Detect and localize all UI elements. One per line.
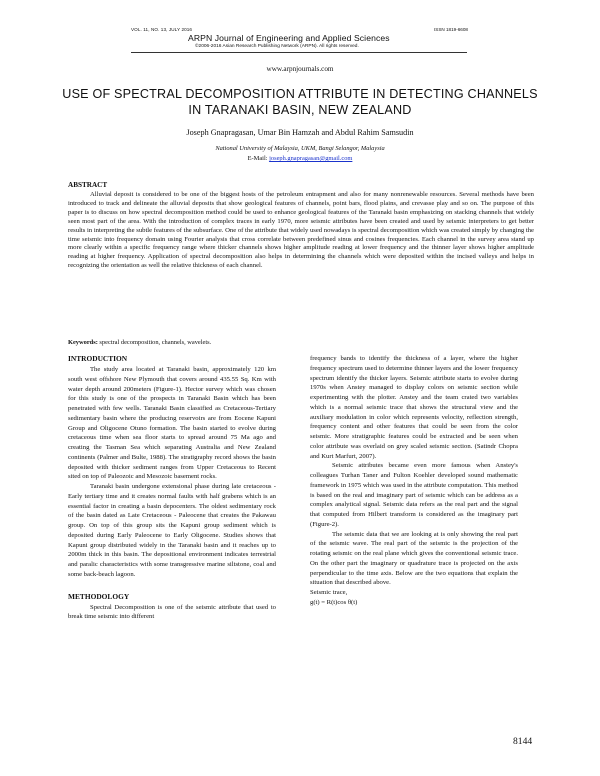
copyright-notice: ©2006-2016 Asian Research Publishing Network (ARPN). All rights reserved. xyxy=(195,44,359,49)
keywords-label: Keywords: xyxy=(68,339,98,346)
right-paragraph-2: Seismic attributes became even more famous when Anstey's colleagues Turhan Taner and Fulton Koehler developed sound mathematic framework in 1975 which was used in the attribute computation. This method is based on the real and imaginary part of seismic which can be address as a complex analytical signal. Seismic data refers as the real part and the signal that computed from Hilbert transform is considered as the imaginary part (Figure-2). xyxy=(310,462,518,528)
volume-info: VOL. 11, NO. 13, JULY 2016 xyxy=(131,27,193,32)
issn: ISSN 1819-6608 xyxy=(434,27,468,32)
email-label: E-Mail: xyxy=(247,155,270,162)
paper-title: USE OF SPECTRAL DECOMPOSITION ATTRIBUTE IN DETECTING CHANNELS IN TARANAKI BASIN, NEW ZEALAND xyxy=(62,87,538,117)
introduction-heading: INTRODUCTION xyxy=(68,354,128,363)
page-number: 8144 xyxy=(513,736,533,747)
abstract-heading: ABSTRACT xyxy=(68,181,108,189)
affiliation: National University of Malaysia, UKM, Bangi Selangor, Malaysia xyxy=(215,145,385,152)
header-divider xyxy=(131,52,467,53)
email-link[interactable]: joseph.gnapragasan@gmail.com xyxy=(269,155,353,162)
right-column xyxy=(310,354,518,608)
methodology-heading: METHODOLOGY xyxy=(68,591,130,601)
equation-label: Seismic trace, xyxy=(310,589,348,596)
right-paragraph-3: The seismic data that we are looking at is only showing the real part of the seismic wave. The real part of the seismic is the projection of the rotating seismic on the real plane which gives the conventional seismic trace. On the other part the imaginary or quadrature trace is projected on the axis perpendicular to the time axis. Below are the two equations that explain the situation that described above. xyxy=(310,530,518,587)
authors: Joseph Gnapragasan, Umar Bin Hamzah and Abdul Rahim Samsudin xyxy=(186,128,414,137)
intro-paragraph-2: Taranaki basin undergone extensional phase during late cretaceous - Early tertiary time and it creates normal faults with half grabens which is an essential factor in creating a basin depocenters. The oldest sedimentary rock of the basin dated as Late Cretaceous - Paleocene that creates the Pakawau group. On top of this group sits the Kapuni group sediment which is deposited during Early Paleocene to Early Oligocene. Studies shows that Kapuni group distributed widely in the Taranaki basin and it reaches up to 2000m thick in this basin. The depositional environment indicates terrestrial and paralic characteristics with some transgressive marine siltstone, coal and some back-beach lagoon. xyxy=(68,483,276,578)
methodology-paragraph-1: Spectral Decomposition is one of the seismic attribute that used to break time seismic into different xyxy=(68,603,276,621)
keywords xyxy=(68,339,211,346)
left-column xyxy=(68,354,276,622)
journal-url: www.arpnjournals.com xyxy=(266,65,334,73)
equation: g(t) = R(t)cos θ(t) xyxy=(310,598,358,606)
right-paragraph-1: frequency bands to identify the thickness of a layer, where the higher frequency spectrum used to determine thinner layers and the lower frequency spectrum identify the thicker layers. Seismic attribute starts to evolve during 1970s when Anstey managed to display colors on seismic section while experimenting with the plotter. Anstey and the team crated two variables which is a normal seismic trace that shows the structural view and the auxiliary modulation in color which represents velocity, reflection strength, frequency content and other features that could be seen from the color seismic. More stratigraphic features could be extracted and be seen when color attribute was overlaid on grey scaled seismic section. (Satindr Chopra and Kurt Marfurt, 2007). xyxy=(310,355,518,460)
intro-paragraph-1: The study area located at Taranaki basin, approximately 120 km south west offshore New Plymouth that covers around 435.55 Sq. Km with water depth around 200meters (Figure-1). Hector survey which was chosen for this study is one of the prospects in Taranaki Basin which has been penetrated with few wells. Taranaki Basin classified as Cretaceous-Tertiary sedimentary basin where the producing reservoirs are from Eocene Kapuni Group and Oligocene Otuno formation. The basin started to evolve during cretaceous time when sea floor starts to spread around 75 Ma ago and creating the Tasman Sea which separating Australia and New Zealand continents (Palmer and Bulte, 1988). The stratigraphy record shows the basin deposited with thicker sediment ranges from Upper Cretaceous to Recent sited on top of Paleozoic and Mesozoic basement rocks. xyxy=(68,366,276,481)
keywords-text: spectral decomposition, channels, wavelets. xyxy=(97,339,212,346)
journal-name: ARPN Journal of Engineering and Applied Sciences xyxy=(188,33,390,43)
email-line xyxy=(0,155,600,162)
abstract-text: Alluvial deposit is considered to be one of the biggest hosts of the petroleum entrapment and also for many nonrenewable resources. Several methods have been introduced to track and delineate the alluvial deposits that show geological features of channels, point bars, flood plains, and crevasse play and so on. The purpose of this paper is to discuss on how spectral decomposition method could be used to enhance geological features of the Taranaki basin emphasizing on stacking channels that widely seen most part of the area. With the introduction of complex traces in early 1970, more seismic attributes have been created and used by seismic interpreters to get better results in interpreting the subtle features of the subsurface. One of the attribute that widely used nowadays is spectral decomposition which was created simply by changing the time seismic into frequency domain using Fourier analysis that cross correlate between predefined sinus and cosines frequencies. Each channel in the survey area stand up more clearly within a specific frequency range where thicker channels shows higher amplitude reading at lower frequency and the thinner layer shows higher amplitude reading at higher frequency. Application of spectral decomposition also helps in determining the channels which were deposited within the incised valleys and helps in recognizing the orientation as well the relative thickness of each channel. xyxy=(68,191,535,270)
